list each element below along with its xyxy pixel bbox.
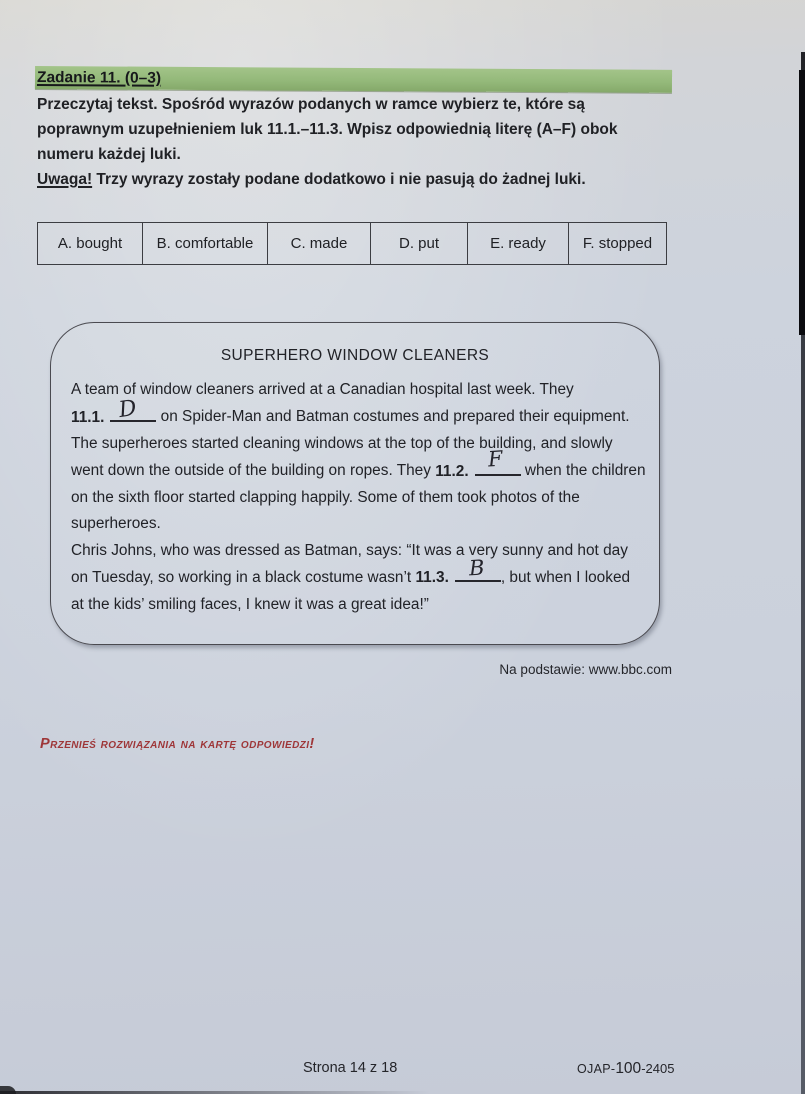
passage-line: superheroes. [71, 515, 161, 533]
passage-line: A team of window cleaners arrived at a Canadian hospital last week. They [71, 381, 574, 398]
warning-label: Uwaga! [37, 171, 93, 188]
passage-line: at the kids’ smiling faces, I knew it was a great idea!” [71, 595, 429, 613]
passage-line: Chris Johns, who was dressed as Batman, says: “It was a very sunny and hot day [71, 541, 628, 559]
booklet-code-mid: 100 [615, 1060, 642, 1077]
gap-number-11-1: 11.1. [71, 408, 105, 426]
word-option-b: B. comfortable [142, 223, 267, 264]
task-header-bar [35, 66, 672, 93]
instruction-line: Przeczytaj tekst. Spośród wyrazów podanych w ramce wybierz te, które są [37, 96, 585, 113]
word-option-d: D. put [370, 223, 467, 264]
handwritten-answer-11-1: D [117, 395, 139, 423]
word-option-a: A. bought [57, 235, 123, 252]
page-number: Strona 14 z 18 [303, 1060, 398, 1076]
handwritten-answer-11-2: F [486, 446, 503, 472]
answer-blank-11-3 [455, 555, 501, 582]
instructions-block [37, 92, 747, 192]
passage-text: when the children [520, 462, 646, 480]
passage-text: went down the outside of the building on ropes. They [71, 462, 436, 480]
transfer-note: Przenieś rozwiązania na kartę odpowiedzi! [40, 736, 315, 752]
booklet-code-suffix: -2405 [641, 1061, 675, 1076]
booklet-code [577, 1060, 674, 1078]
answer-blank-11-2 [475, 446, 521, 475]
passage-line: on the sixth floor started clapping happily. Some of them took photos of the [71, 488, 580, 506]
task-title: Zadanie 11. (0–3) [36, 69, 162, 87]
warning-line [37, 167, 747, 192]
passage-text: on Tuesday, so working in a black costume wasn’t [71, 569, 416, 587]
instruction-line: poprawnym uzupełnieniem luk 11.1.–11.3. Wpisz odpowiednią literę (A–F) obok [37, 121, 618, 138]
word-option-e: E. ready [467, 223, 568, 264]
passage-line-gap-11-3 [71, 555, 639, 592]
passage-box [50, 322, 660, 645]
photo-edge-right-mark [799, 70, 805, 335]
gap-number-11-3: 11.3. [415, 569, 449, 587]
handwritten-answer-11-3: B [468, 555, 485, 581]
word-option-f: F. stopped [568, 223, 666, 264]
passage-line: The superheroes started cleaning windows at the top of the building, and slowly [71, 434, 613, 452]
passage-line-gap-11-1 [71, 395, 639, 431]
passage-text: , but when I looked [500, 569, 631, 587]
word-bank-table [37, 222, 667, 265]
gap-number-11-2: 11.2. [435, 462, 469, 480]
passage-text: on Spider-Man and Batman costumes and prepared their equipment. [156, 408, 630, 426]
word-option-c: C. made [267, 223, 370, 264]
photo-corner-bottom-left [0, 1086, 16, 1094]
answer-blank-11-1 [110, 395, 156, 423]
instruction-line: numeru każdej luki. [37, 146, 181, 163]
passage-title: SUPERHERO WINDOW CLEANERS [220, 347, 490, 364]
booklet-code-prefix: OJAP- [577, 1062, 616, 1076]
warning-text: Trzy wyrazy zostały podane dodatkowo i nie pasują do żadnej luki. [92, 171, 586, 188]
passage-line-gap-11-2 [71, 446, 646, 485]
source-credit: Na podstawie: www.bbc.com [499, 662, 672, 677]
